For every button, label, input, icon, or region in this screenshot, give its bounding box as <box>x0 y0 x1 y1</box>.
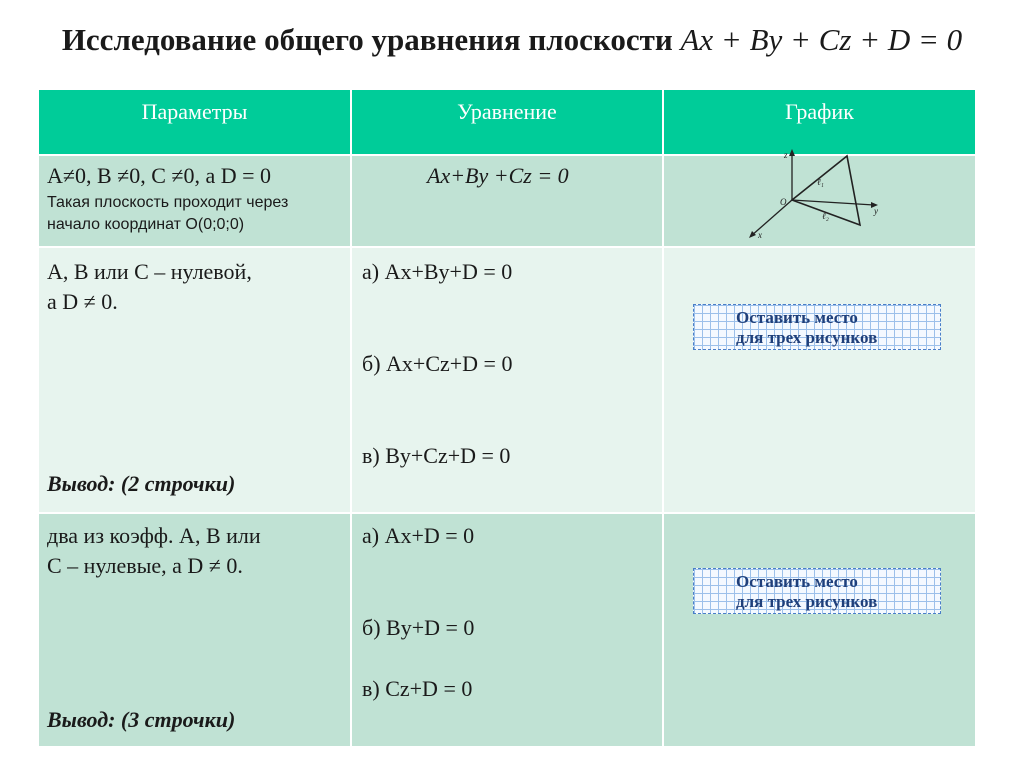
l1-label: ℓ₁ <box>817 177 824 187</box>
graph-cell <box>663 247 976 513</box>
params-line: два из коэфф. A, B или <box>47 523 261 548</box>
equation-b: б) Ax+Cz+D = 0 <box>362 351 513 376</box>
params-line: C – нулевые, а D ≠ 0. <box>47 553 243 578</box>
header-graph: График <box>663 89 976 155</box>
y-label: y <box>874 206 878 216</box>
study-table <box>37 88 977 748</box>
table-row <box>38 155 976 247</box>
l2-label: ℓ₂ <box>822 211 829 221</box>
params-note: начало координат O(0;0;0) <box>47 216 245 233</box>
placeholder-text: для трех рисунков <box>736 592 878 611</box>
equation-c: в) By+Cz+D = 0 <box>362 443 511 468</box>
z-label: z <box>784 150 788 160</box>
table-row <box>38 513 976 747</box>
graph-cell <box>663 513 976 747</box>
equation-cell <box>351 247 663 513</box>
header-params: Параметры <box>38 89 351 155</box>
title-equation: Ax + By + Cz + D = 0 <box>680 22 963 57</box>
title-text: Исследование общего уравнения плоскости <box>61 22 681 57</box>
placeholder-text: Оставить место <box>736 572 858 591</box>
x-label: x <box>758 230 762 240</box>
equation-text: Ax+By +Cz = 0 <box>427 163 569 188</box>
placeholder-text: для трех рисунков <box>736 328 878 347</box>
drawing-placeholder <box>693 304 941 350</box>
drawing-placeholder <box>693 568 941 614</box>
graph-cell <box>663 150 976 247</box>
equation-a: а) Ax+D = 0 <box>362 523 475 548</box>
params-cell <box>38 513 351 747</box>
equation-b: б) By+D = 0 <box>362 615 475 640</box>
page-title <box>0 22 1024 58</box>
placeholder-text: Оставить место <box>736 308 858 327</box>
equation-c: в) Cz+D = 0 <box>362 676 473 701</box>
params-cell <box>38 247 351 513</box>
table-row <box>38 247 976 513</box>
params-line: A≠0, B ≠0, C ≠0, а D = 0 <box>47 163 272 188</box>
equation-a: а) Ax+By+D = 0 <box>362 259 513 284</box>
params-note: Такая плоскость проходит через <box>47 194 289 211</box>
equation-cell <box>351 513 663 747</box>
z-arrow <box>789 149 795 156</box>
header-equation: Уравнение <box>351 89 663 155</box>
conclusion-label: Вывод: (3 строчки) <box>47 707 236 732</box>
params-line: A, B или C – нулевой, <box>47 259 252 284</box>
origin-label: O <box>780 197 787 207</box>
conclusion-label: Вывод: (2 строчки) <box>47 471 236 496</box>
params-line: а D ≠ 0. <box>47 289 118 314</box>
plane-graph <box>746 148 906 240</box>
equation-cell <box>351 155 663 247</box>
params-cell <box>38 155 351 247</box>
header-row <box>38 89 976 155</box>
